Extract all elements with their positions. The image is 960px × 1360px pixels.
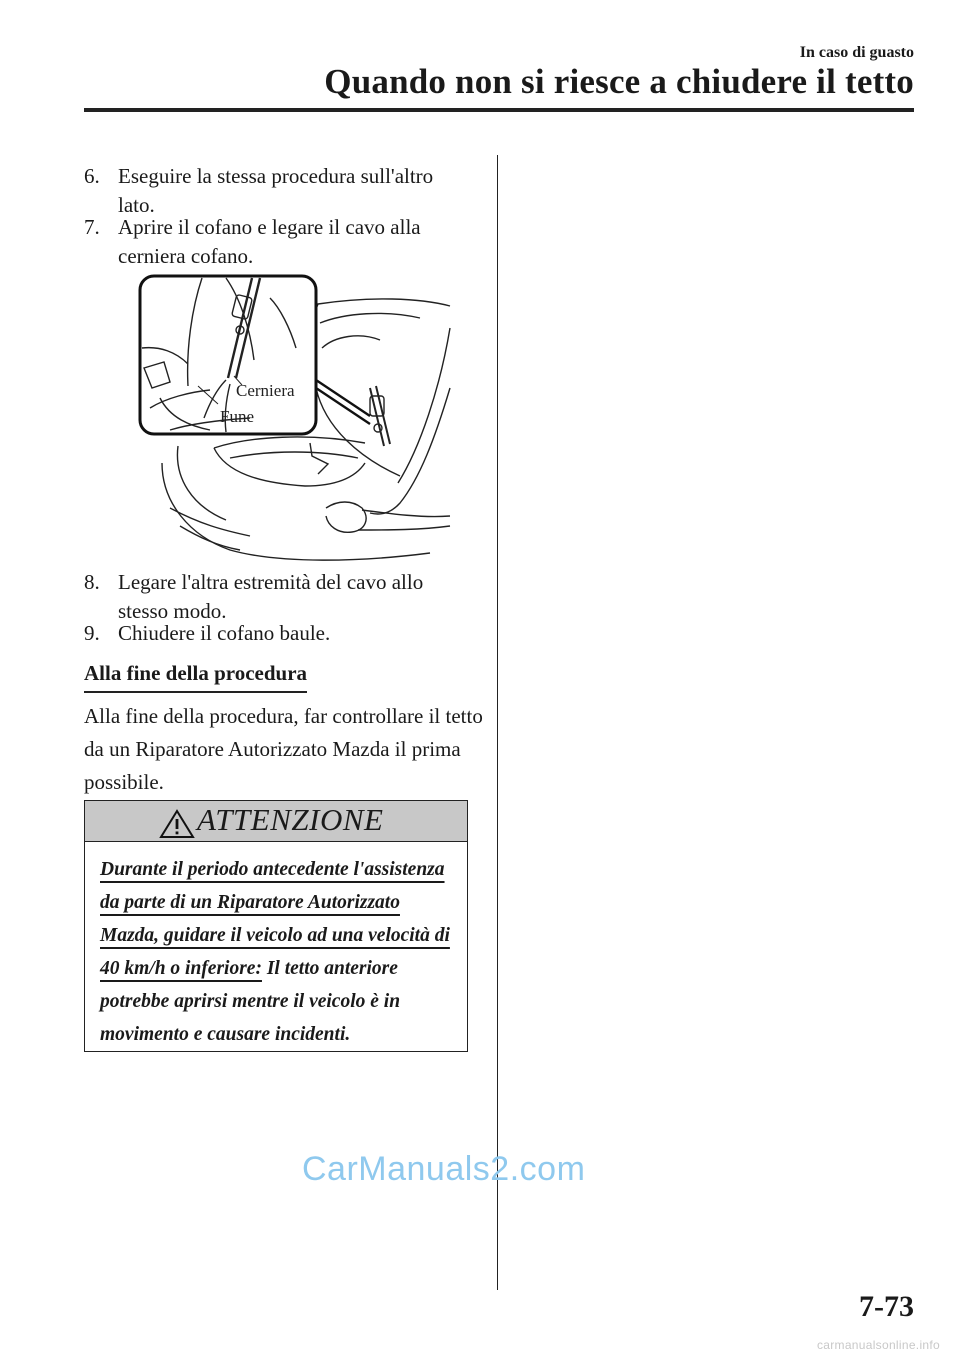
step-9 — [84, 619, 474, 648]
hinge-label: Cerniera — [236, 381, 295, 400]
step-text: Aprire il cofano e legare il cavo alla cerniera cofano. — [118, 215, 421, 268]
header-rule — [84, 108, 914, 112]
step-text: Legare l'altra estremità del cavo allo stesso modo. — [118, 570, 424, 623]
section-paragraph: Alla fine della procedura, far controllare il tetto da un Riparatore Autorizzato Mazda il prima possibile. — [84, 704, 483, 794]
step-6 — [84, 162, 474, 220]
trunk-hinge-illustration — [130, 268, 460, 563]
step-number: 8. — [84, 570, 100, 594]
watermark: CarManuals2.com — [302, 1150, 586, 1188]
warning-box — [84, 800, 468, 1052]
page-title: Quando non si riesce a chiudere il tetto — [324, 62, 914, 101]
warning-text: Il tetto anteriore potrebbe aprirsi mentre il veicolo è in movimento e causare incidenti. — [100, 958, 401, 1045]
footer-site: carmanualsonline.info — [816, 1338, 940, 1352]
step-text: Chiudere il cofano baule. — [118, 621, 331, 645]
step-number: 9. — [84, 621, 100, 645]
page-number: 7-73 — [859, 1290, 914, 1323]
warning-triangle-icon — [159, 809, 195, 839]
warning-underlined-text: Durante il periodo antecedente l'assistenza da parte di un Riparatore Autorizzato Mazda, guidare il veicolo ad una velocità di 40 km/h o inferiore: — [100, 859, 450, 979]
step-7 — [84, 213, 474, 271]
rope-label: Fune — [220, 407, 254, 426]
column-divider — [497, 155, 498, 1290]
section-heading: Alla fine della procedura — [84, 661, 307, 693]
section-subtitle: In caso di guasto — [799, 44, 914, 61]
step-number: 6. — [84, 164, 100, 188]
step-8 — [84, 568, 474, 626]
warning-header — [85, 801, 467, 842]
step-number: 7. — [84, 215, 100, 239]
warning-body — [100, 853, 460, 1051]
step-text: Eseguire la stessa procedura sull'altro lato. — [118, 164, 434, 217]
warning-title: ATTENZIONE — [197, 802, 384, 837]
